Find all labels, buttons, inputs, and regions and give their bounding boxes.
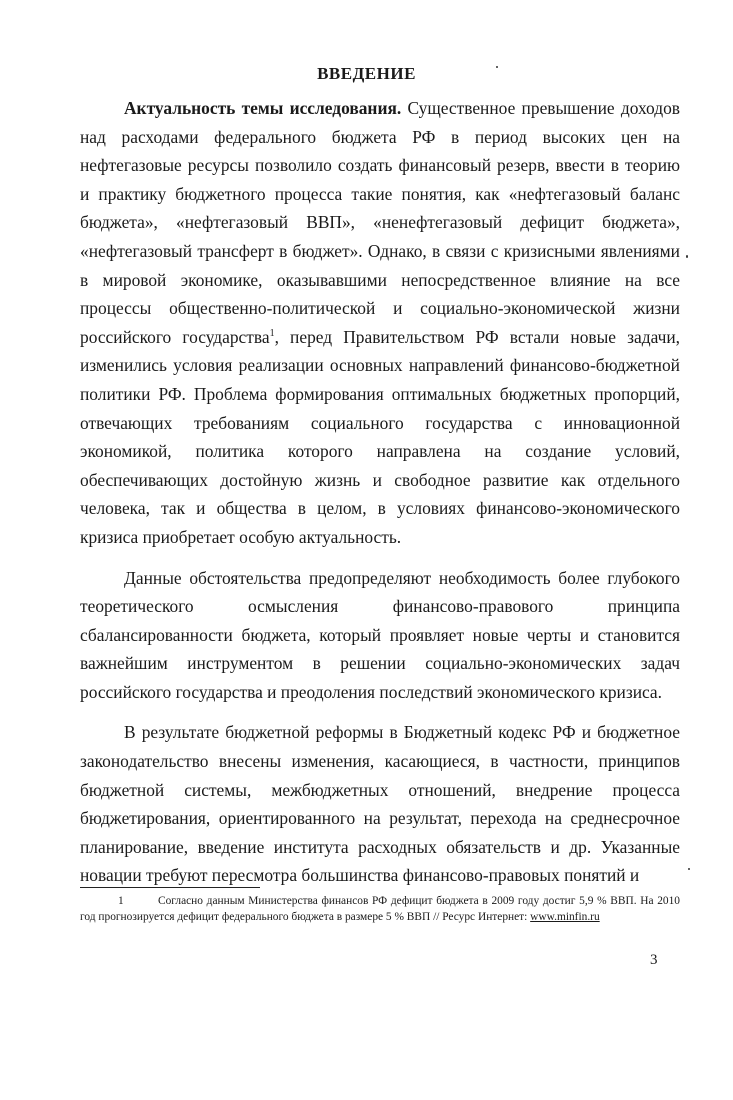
- paragraph-reform: В результате бюджетной реформы в Бюджетный кодекс РФ и бюджетное законодательство внесены изменения, касающиеся, в частности, принципов бюджетной системы, межбюджетных отношений, внедрение процесса бюджетирования, ориентированного на результат, перехода на среднесрочное планирование, введение института расходных обязательств и др. Указанные новации требуют пересмотра большинства финансово-правовых понятий и: [80, 722, 680, 886]
- body-text: [80, 94, 680, 890]
- scan-speck: [688, 868, 690, 870]
- paragraph-circumstances: Данные обстоятельства предопределяют необходимость более глубокого теоретического осмысления финансово-правового принципа сбалансированности бюджета, который проявляет новые черты и становится важнейшим инструментом в решении социально-экономических задач российского государства и преодоления последствий экономического кризиса.: [80, 567, 680, 702]
- scan-speck: [686, 255, 688, 258]
- footnote-reference[interactable]: 1: [269, 327, 275, 339]
- footnote: [80, 893, 680, 925]
- scan-speck: [496, 66, 498, 68]
- footnote-number: 1: [118, 895, 124, 907]
- footnote-text: Согласно данным Министерства финансов РФ дефицит бюджета в 2009 году достиг 5,9 % ВВП. На 2010 год прогнозируется дефицит федерального бюджета в размере 5 % ВВП // Ресурс Интернет:: [80, 895, 680, 923]
- paragraph-lead: Актуальность темы исследования.: [124, 98, 402, 118]
- paragraph-relevance: [80, 94, 680, 552]
- footnote-link[interactable]: www.minfin.ru: [530, 911, 600, 923]
- paragraph-text: Существенное превышение доходов над расходами федерального бюджета РФ в период высоких цен на нефтегазовые ресурсы позволило создать финансовый резерв, ввести в теорию и практику бюджетного процесса такие понятия, как «нефтегазовый баланс бюджета», «нефтегазовый ВВП», «ненефтегазовый дефицит бюджета», «нефтегазовый трансферт в бюджет». Однако, в связи с кризисными явлениями в мировой экономике, оказывавшими непосредственное влияние на все процессы общественно-политической и социально-экономической жизни российского государства: [80, 98, 680, 347]
- paragraph-text: , перед Правительством РФ встали новые задачи, изменились условия реализации основных направлений финансово-бюджетной политики РФ. Проблема формирования оптимальных бюджетных пропорций, отвечающих требованиям социального государства с инновационной экономикой, политика которого направлена на создание условий, обеспечивающих достойную жизнь и свободное развитие как отдельного человека, так и общества в целом, в условиях финансово-экономического кризиса приобретает особую актуальность.: [80, 326, 681, 547]
- page-number: 3: [650, 952, 658, 968]
- footnote-separator: [80, 887, 260, 888]
- page-heading: ВВЕДЕНИЕ: [317, 64, 416, 83]
